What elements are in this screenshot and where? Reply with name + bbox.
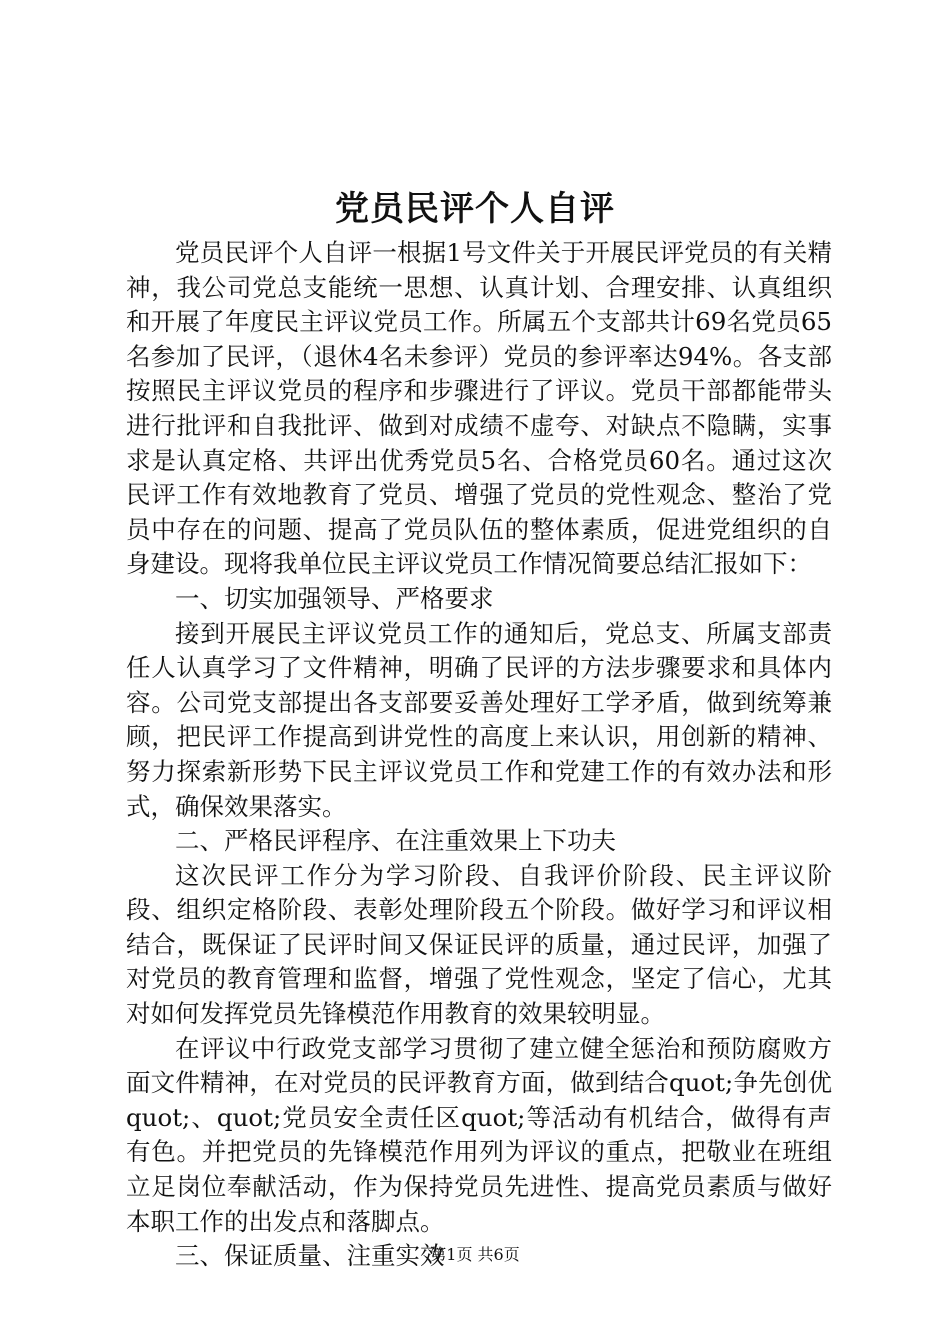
paragraph-intro: 党员民评个人自评一根据1号文件关于开展民评党员的有关精神，我公司党总支能统一思想、认真计划、合理安排、认真组织和开展了年度民主评议党员工作。所属五个支部共计69名党员65名参加了民评，（退休4名未参评）党员的参评率达94%。各支部按照民主评议党员的程序和步骤进行了评议。党员干部都能带头进行批评和自我批评、做到对成绩不虚夸、对缺点不隐瞒，实事求是认真定格、共评出优秀党员5名、合格党员60名。通过这次民评工作有效地教育了党员、增强了党员的党性观念、整治了党员中存在的问题、提高了党员队伍的整体素质，促进党组织的自身建设。现将我单位民主评议党员工作情况简要总结汇报如下： — [126, 238, 832, 579]
paragraph-section-2b: 在评议中行政党支部学习贯彻了建立健全惩治和预防腐败方面文件精神，在对党员的民评教育方面，做到结合quot;争先创优quot;、quot;党员安全责任区quot;等活动有机结合，做得有声有色。并把党员的先锋模范作用列为评议的重点，把敬业在班组立足岗位奉献活动，作为保持党员先进性、提高党员素质与做好本职工作的出发点和落脚点。 — [126, 1033, 832, 1236]
section-heading-2: 二、严格民评程序、在注重效果上下功夫 — [175, 826, 616, 856]
document-title: 党员民评个人自评 — [335, 189, 615, 229]
page-number-footer: 第1页 共6页 — [430, 1245, 520, 1264]
document-body — [126, 236, 832, 1274]
paragraph-section-1: 接到开展民主评议党员工作的通知后，党总支、所属支部责任人认真学习了文件精神，明确了民评的方法步骤要求和具体内容。公司党支部提出各支部要妥善处理好工学矛盾，做到统筹兼顾，把民评工作提高到讲党性的高度上来认识，用创新的精神、努力探索新形势下民主评议党员工作和党建工作的有效办法和形式，确保效果落实。 — [126, 618, 832, 821]
section-heading-1: 一、切实加强领导、严格要求 — [175, 583, 494, 613]
paragraph-section-2a: 这次民评工作分为学习阶段、自我评价阶段、民主评议阶段、组织定格阶段、表彰处理阶段五个阶段。做好学习和评议相结合，既保证了民评时间又保证民评的质量，通过民评，加强了对党员的教育管理和监督，增强了党性观念，坚定了信心，尤其对如何发挥党员先锋模范作用教育的效果较明显。 — [126, 860, 832, 1029]
section-heading-3: 三、保证质量、注重实效 — [175, 1241, 445, 1271]
